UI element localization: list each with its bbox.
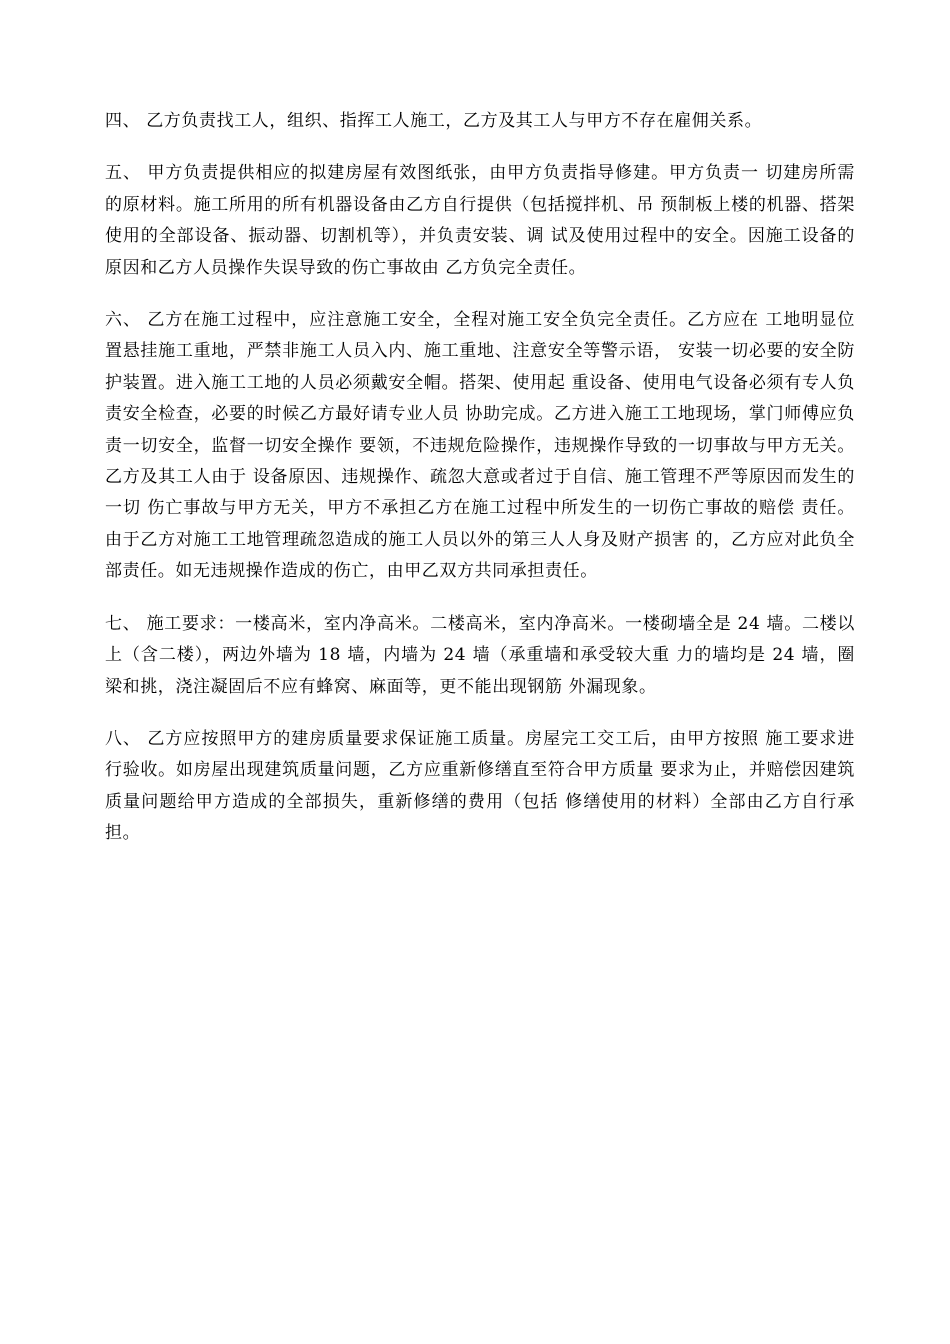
paragraph-5: 五、 甲方负责提供相应的拟建房屋有效图纸张，由甲方负责指导修建。甲方负责一 切建房所需的原材料。施工所用的所有机器设备由乙方自行提供（包括搅拌机、吊 预制板上楼的机器、搭架使用的全部设备、振动器、切割机等），并负责安装、调 试及使用过程中的安全。因施工设备的原因和乙方人员操作失误导致的伤亡事故由 乙方负完全责任。 (105, 163, 855, 278)
paragraph-4: 四、 乙方负责找工人，组织、指挥工人施工，乙方及其工人与甲方不存在雇佣关系。 (105, 111, 763, 131)
paragraph-8: 八、 乙方应按照甲方的建房质量要求保证施工质量。房屋完工交工后，由甲方按照 施工要求进行验收。如房屋出现建筑质量问题，乙方应重新修缮直至符合甲方质量 要求为止，并赔偿因建筑质量问题给甲方造成的全部损失，重新修缮的费用（包括 修缮使用的材料）全部由乙方自行承担。 (105, 728, 855, 844)
paragraph-7: 七、 施工要求：一楼高米，室内净高米。二楼高米，室内净高米。一楼砌墙全是 24 墙。二楼以上（含二楼），两边外墙为 18 墙，内墙为 24 墙（承重墙和承受较大重 力的墙均是 24 墙，圈梁和挑，浇注凝固后不应有蜂窝、麻面等，更不能出现钢筋 外漏现象。 (105, 613, 855, 697)
paragraph-6: 六、 乙方在施工过程中，应注意施工安全，全程对施工安全负完全责任。乙方应在 工地明显位置悬挂施工重地，严禁非施工人员入内、施工重地、注意安全等警示语， 安装一切必要的安全防护装置。进入施工工地的人员必须戴安全帽。搭架、使用起 重设备、使用电气设备必须有专人负责安全检查，必要的时候乙方最好请专业人员 协助完成。乙方进入施工工地现场，掌门师傅应负责一切安全，监督一切安全操作 要领，不违规危险操作，违规操作导致的一切事故与甲方无关。乙方及其工人由于 设备原因、违规操作、疏忽大意或者过于自信、施工管理不严等原因而发生的一切 伤亡事故与甲方无关，甲方不承担乙方在施工过程中所发生的一切伤亡事故的赔偿 责任。由于乙方对施工工地管理疏忽造成的施工人员以外的第三人人身及财产损害 的，乙方应对此负全部责任。如无违规操作造成的伤亡，由甲乙双方共同承担责任。 (105, 310, 855, 582)
document-body (105, 106, 855, 871)
